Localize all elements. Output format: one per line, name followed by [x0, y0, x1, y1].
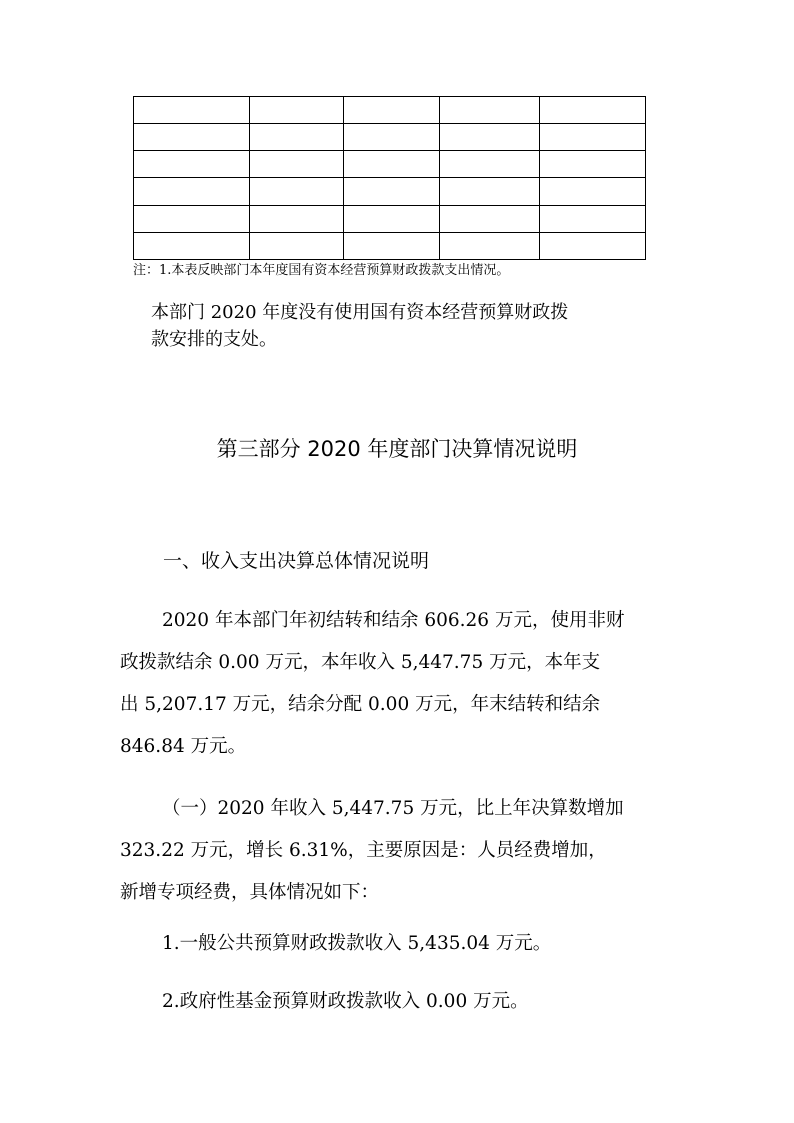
table-cell — [134, 151, 250, 178]
table-cell — [344, 151, 440, 178]
table-cell — [440, 178, 540, 205]
table-cell — [344, 232, 440, 259]
table-cell — [250, 205, 344, 232]
table-body — [134, 97, 646, 260]
intro-line-2: 款安排的支处。 — [151, 329, 277, 350]
table-row — [134, 232, 646, 259]
section-title: 第三部分 2020 年度部门决算情况说明 — [216, 437, 578, 461]
table-row — [134, 178, 646, 205]
table-cell — [134, 178, 250, 205]
table-cell — [250, 232, 344, 259]
overview-line-4: 846.84 万元。 — [120, 736, 247, 757]
income-line-3: 新增专项经费，具体情况如下： — [120, 882, 380, 903]
table-row — [134, 97, 646, 124]
table-cell — [540, 232, 646, 259]
table-cell — [134, 124, 250, 151]
table-cell — [134, 97, 250, 124]
table-cell — [344, 124, 440, 151]
empty-expenditure-table — [133, 96, 646, 260]
table-cell — [540, 97, 646, 124]
income-line-1: （一）2020 年收入 5,447.75 万元，比上年决算数增加 — [162, 798, 624, 819]
table-cell — [134, 205, 250, 232]
income-line-2: 323.22 万元，增长 6.31%，主要原因是：人员经费增加， — [120, 840, 607, 861]
table-cell — [344, 97, 440, 124]
table-note: 注：1.本表反映部门本年度国有资本经营预算财政拨款支出情况。 — [133, 263, 510, 278]
table-cell — [134, 232, 250, 259]
overview-line-3: 出 5,207.17 万元，结余分配 0.00 万元，年末结转和结余 — [120, 694, 601, 715]
table-cell — [440, 205, 540, 232]
table-cell — [440, 124, 540, 151]
income-paragraph — [120, 788, 680, 914]
intro-line-1: 本部门 2020 年度没有使用国有资本经营预算财政拨 — [151, 302, 569, 323]
table-cell — [344, 205, 440, 232]
subheading: 一、收入支出决算总体情况说明 — [163, 550, 430, 572]
intro-paragraph — [133, 299, 653, 353]
table-cell — [250, 97, 344, 124]
overview-line-1: 2020 年本部门年初结转和结余 606.26 万元，使用非财 — [162, 610, 625, 631]
table-row — [134, 124, 646, 151]
list-item: 2.政府性基金预算财政拨款收入 0.00 万元。 — [162, 991, 529, 1012]
table-row — [134, 205, 646, 232]
table-cell — [250, 151, 344, 178]
table-cell — [540, 124, 646, 151]
table-cell — [440, 232, 540, 259]
table-cell — [250, 178, 344, 205]
overview-line-2: 政拨款结余 0.00 万元，本年收入 5,447.75 万元，本年支 — [120, 652, 601, 673]
table-cell — [250, 124, 344, 151]
list-item: 1.一般公共预算财政拨款收入 5,435.04 万元。 — [162, 933, 552, 954]
table-cell — [540, 205, 646, 232]
table-cell — [540, 178, 646, 205]
table-cell — [344, 178, 440, 205]
table-row — [134, 151, 646, 178]
overview-paragraph — [120, 600, 680, 768]
table-cell — [540, 151, 646, 178]
table-cell — [440, 97, 540, 124]
table-cell — [440, 151, 540, 178]
